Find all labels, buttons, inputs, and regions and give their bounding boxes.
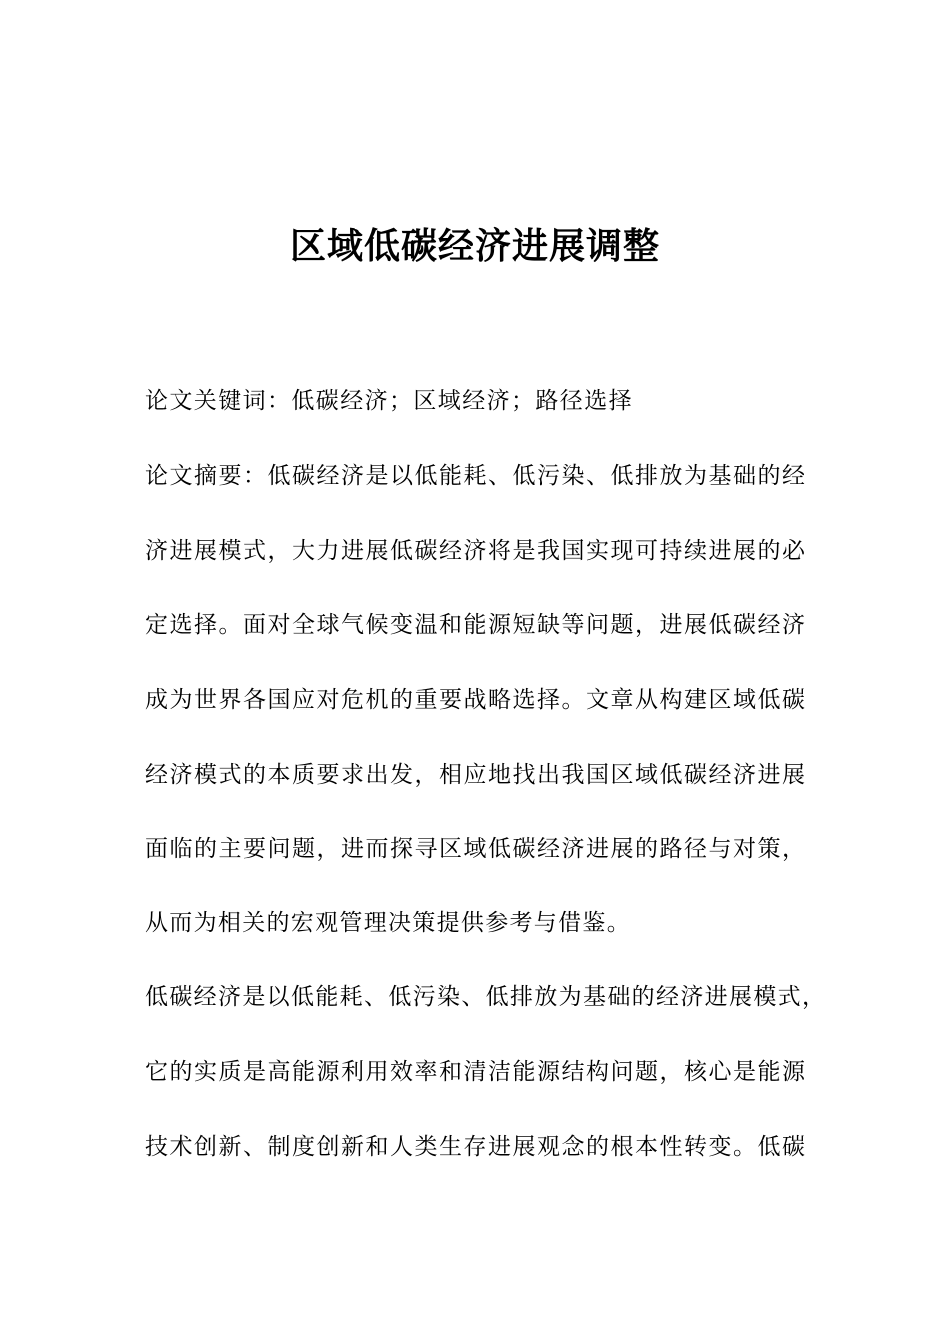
body-line: 低碳经济是以低能耗、低污染、低排放为基础的经济进展模式， [145,984,825,1010]
body-line: 技术创新、制度创新和人类生存进展观念的根本性转变。低碳 [145,1134,805,1160]
abstract-line: 经济模式的本质要求出发，相应地找出我国区域低碳经济进展 [145,762,805,788]
abstract-line: 论文摘要：低碳经济是以低能耗、低污染、低排放为基础的经 [145,463,805,489]
abstract-line: 定选择。面对全球气候变温和能源短缺等问题，进展低碳经济 [145,612,805,638]
abstract-line: 面临的主要问题，进而探寻区域低碳经济进展的路径与对策， [145,836,805,862]
abstract-line: 成为世界各国应对危机的重要战略选择。文章从构建区域低碳 [145,687,805,713]
abstract-line: 从而为相关的宏观管理决策提供参考与借鉴。 [145,910,631,936]
document-title: 区域低碳经济进展调整 [289,226,660,267]
keywords-line: 论文关键词：低碳经济；区域经济；路径选择 [145,388,633,414]
body-line: 它的实质是高能源利用效率和清洁能源结构问题，核心是能源 [145,1059,805,1085]
abstract-line: 济进展模式，大力进展低碳经济将是我国实现可持续进展的必 [145,538,805,564]
